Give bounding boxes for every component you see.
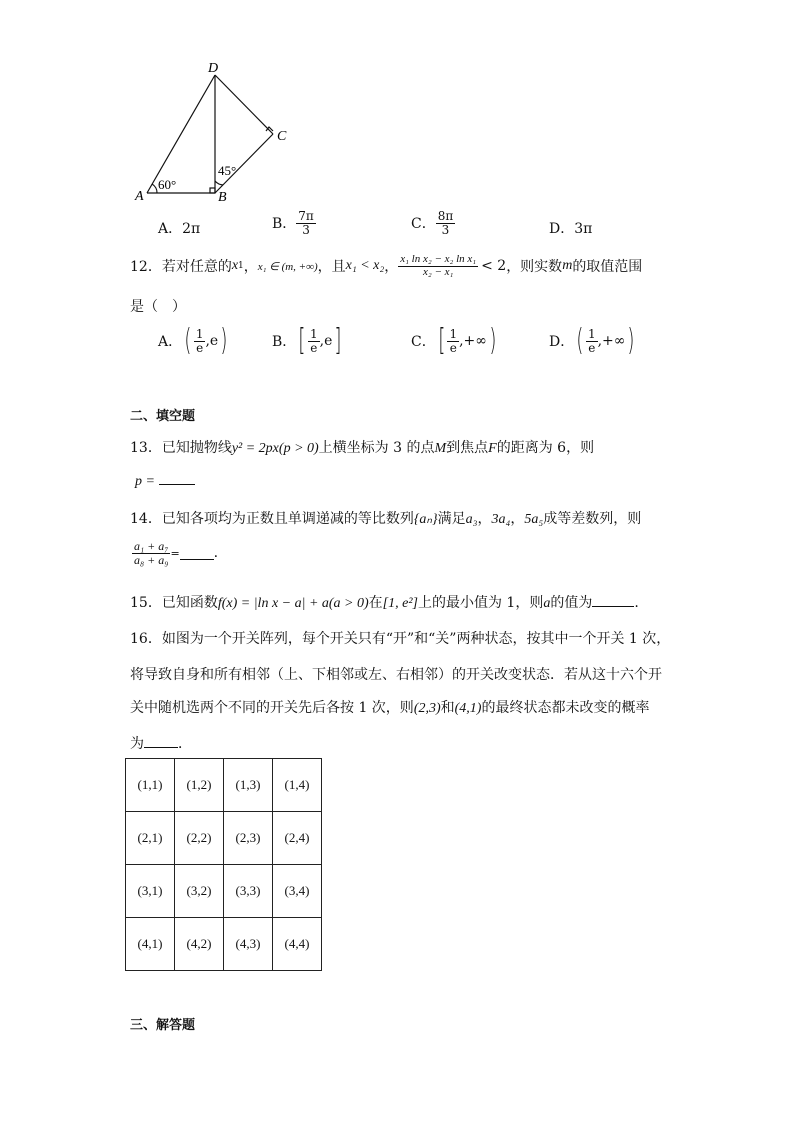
switch-cell[interactable]: (2,3) bbox=[224, 812, 273, 865]
q16-line4: 为 ． bbox=[130, 736, 192, 752]
switch-cell[interactable]: (4,3) bbox=[224, 918, 273, 971]
q12-option-b[interactable]: B． [ $\frac{1}{e}$ ,e ] bbox=[272, 323, 342, 358]
switch-cell[interactable]: (3,1) bbox=[126, 865, 175, 918]
q12-line2: 是（ ） bbox=[130, 299, 186, 315]
switch-cell[interactable]: (1,2) bbox=[175, 759, 224, 812]
q14-stem: 14．已知各项均为正数且单调递减的等比数列{aₙ}满足a₃，3a₄，5a₅成等差数列，则 bbox=[130, 511, 642, 527]
switch-cell[interactable]: (3,2) bbox=[175, 865, 224, 918]
switch-cell[interactable]: (4,2) bbox=[175, 918, 224, 971]
fraction: $\frac{8\pi}{3}$ bbox=[437, 209, 454, 237]
q13-stem: 13．已知抛物线y² = 2px(p > 0)上横坐标为 3 的点M到焦点F的距离为 6，则 bbox=[130, 440, 595, 456]
angle-b-label: 45° bbox=[218, 163, 237, 178]
section-answers: 三、解答题 bbox=[130, 1018, 196, 1033]
label-a: A bbox=[135, 189, 144, 204]
answer-blank[interactable] bbox=[159, 472, 195, 485]
q16-line3: 关中随机选两个不同的开关先后各按 1 次，则(2,3)和(4,1)的最终状态都未改变的概率 bbox=[130, 700, 650, 716]
q11-option-d[interactable]: D．3π bbox=[549, 221, 593, 237]
q11-option-c[interactable]: C． $\frac{8\pi}{3}$ bbox=[411, 209, 454, 237]
switch-cell[interactable]: (1,1) bbox=[126, 759, 175, 812]
q11-option-a[interactable]: A．2π bbox=[158, 221, 201, 237]
q12-option-c[interactable]: C． [ $\frac{1}{e}$ ,+∞ ) bbox=[411, 323, 497, 358]
q12-fraction: $\frac{\text{x₁ ln x₂ − x₂ ln x₁}}{\text{x₂ − x₁}}$ bbox=[400, 253, 477, 278]
switch-cell[interactable]: (1,3) bbox=[224, 759, 273, 812]
q13-answer: p = bbox=[135, 472, 195, 490]
q16-line2: 将导致自身和所有相邻（上、下相邻或左、右相邻）的开关改变状态．若从这十六个开 bbox=[130, 667, 662, 683]
angle-a-label: 60° bbox=[158, 177, 177, 192]
label-c: C bbox=[277, 129, 287, 144]
switch-cell[interactable]: (3,4) bbox=[273, 865, 322, 918]
q14-answer: $\frac{\text{a₁ + a₇}}{\text{a₈ + a₉}}$ = . bbox=[134, 539, 219, 567]
switch-cell[interactable]: (2,4) bbox=[273, 812, 322, 865]
edge-ad bbox=[147, 75, 215, 193]
angle-arc-b bbox=[215, 181, 223, 185]
q12-option-a[interactable]: A． ( $\frac{1}{e}$ ,e ) bbox=[158, 323, 228, 358]
switch-cell[interactable]: (4,4) bbox=[273, 918, 322, 971]
fraction: $\frac{7\pi}{3}$ bbox=[298, 209, 314, 237]
q12-option-d[interactable]: D． ( $\frac{1}{e}$ ,+∞ ) bbox=[549, 323, 635, 358]
q12-stem: 12． 若对任意的 x 1 ， x₁ ∈ (m, +∞) ，且 x₁ < x₂ ， $\frac{\text{x₁ ln x₂ − x₂ ln x₁}}{\text{x₂ − x₁}}$ < 2 ，则实数 m 的取值范围 bbox=[130, 253, 643, 278]
answer-blank[interactable] bbox=[180, 547, 214, 560]
q11-option-b[interactable]: B． $\frac{7\pi}{3}$ bbox=[272, 209, 314, 237]
switch-cell[interactable]: (2,1) bbox=[126, 812, 175, 865]
switch-cell[interactable]: (2,2) bbox=[175, 812, 224, 865]
switch-grid bbox=[125, 758, 322, 971]
switch-cell[interactable]: (3,3) bbox=[224, 865, 273, 918]
q16-line1: 16．如图为一个开关阵列，每个开关只有“开”和“关”两种状态，按其中一个开关 1 次， bbox=[130, 631, 671, 647]
angle-arc-a bbox=[152, 184, 157, 193]
switch-cell[interactable]: (1,4) bbox=[273, 759, 322, 812]
section-fill-in: 二、填空题 bbox=[130, 409, 196, 424]
answer-blank[interactable] bbox=[144, 735, 178, 748]
right-angle-b bbox=[210, 188, 215, 193]
triangle-figure bbox=[0, 0, 794, 220]
switch-cell[interactable]: (4,1) bbox=[126, 918, 175, 971]
answer-blank[interactable] bbox=[592, 594, 634, 607]
label-d: D bbox=[208, 61, 219, 76]
edge-dc bbox=[215, 75, 273, 134]
label-b: B bbox=[218, 190, 227, 205]
q15-stem: 15．已知函数f(x) = |ln x − a| + a(a > 0)在[1, e²]上的最小值为 1，则a的值为 . bbox=[130, 595, 639, 611]
